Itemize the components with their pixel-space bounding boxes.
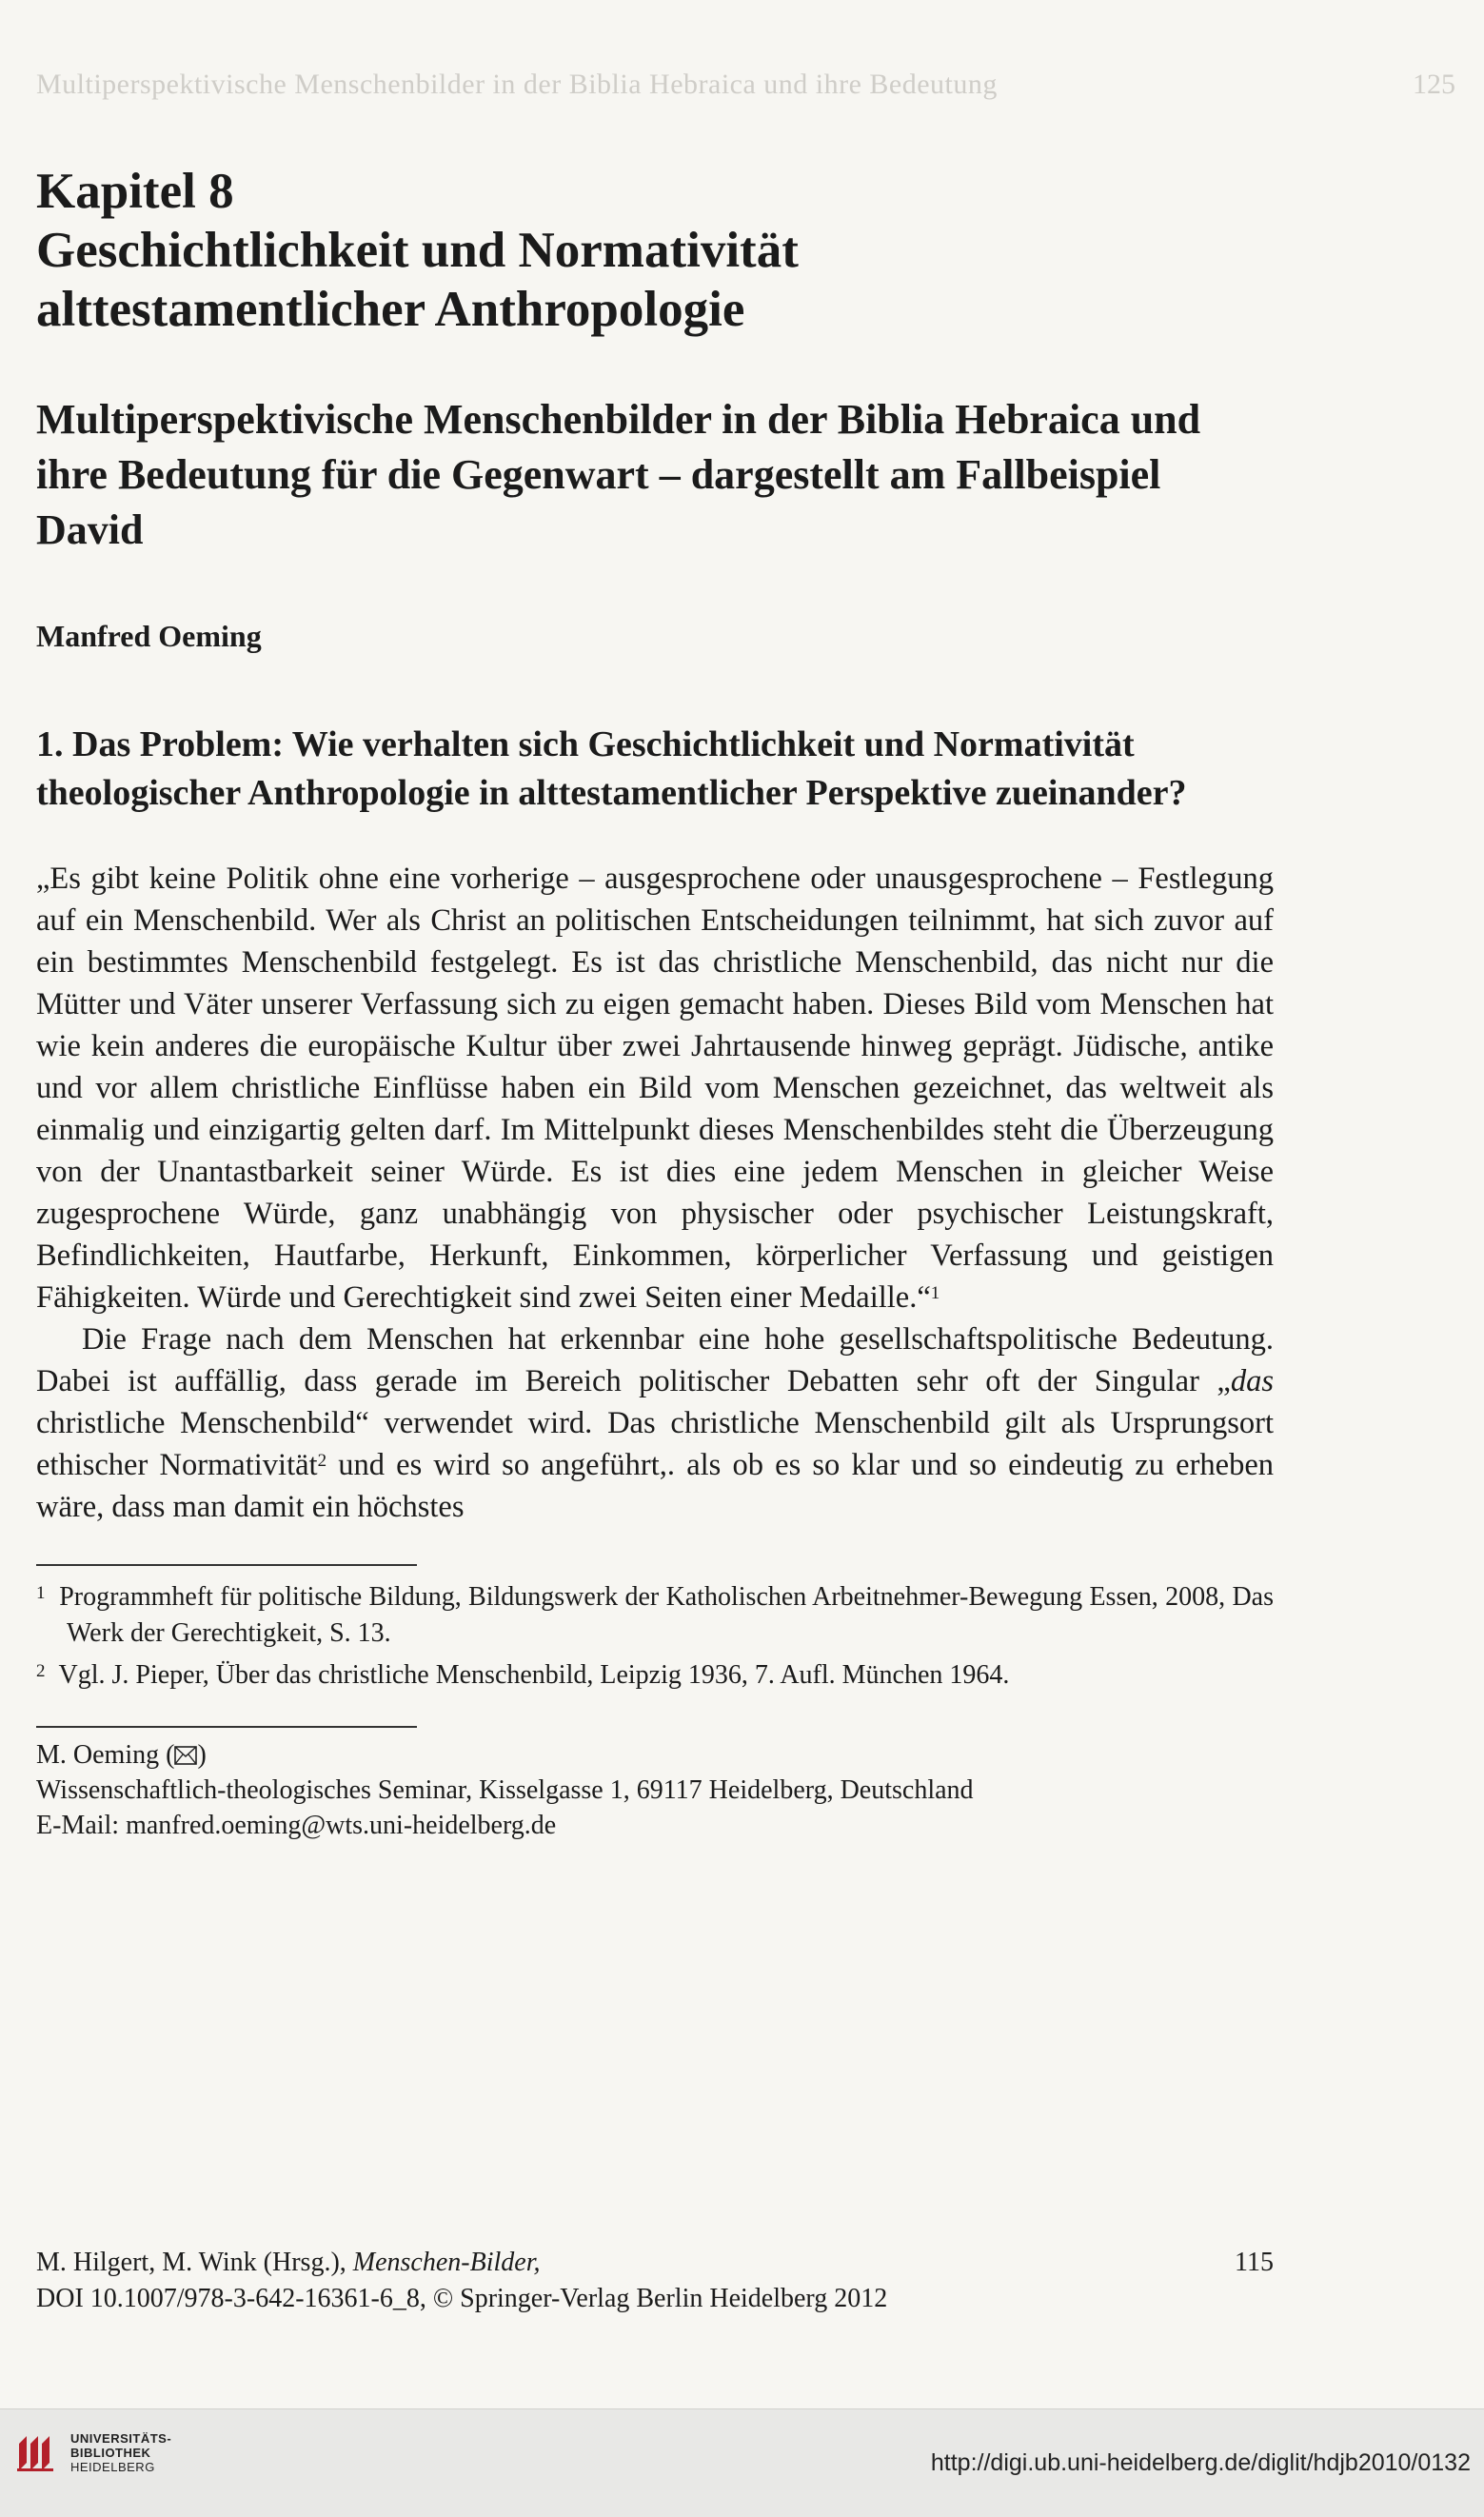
section-heading: 1. Das Problem: Wie verhalten sich Geschichtlichkeit und Normativität theologischer Anthropologie in alttestamentlicher Perspektive zueinander? (36, 724, 1187, 813)
affiliation-divider (36, 1726, 417, 1728)
footnote-divider (36, 1564, 417, 1566)
paragraph-2: Die Frage nach dem Menschen hat erkennbar eine hohe gesellschaftspolitische Bedeutung. Dabei ist auffällig, dass gerade im Bereich politischer Debatten sehr oft der Singular „das christliche Menschenbild“ verwendet wird. Das christliche Menschenbild gilt als Ursprungsort ethischer Normativität$^2$ und es wird so angeführt,. als ob es so klar und so eindeutig zu erheben wäre, dass man damit ein höchstes (36, 1322, 1274, 1524)
viewer-bar (0, 2408, 1484, 2517)
chapter-title: Geschichtlichkeit und Normativität alttestamentlicher Anthropologie (36, 223, 799, 337)
footnote-ref-1[interactable]: 1 (930, 1283, 940, 1303)
library-logo-icon (15, 2430, 59, 2474)
envelope-icon (174, 1746, 197, 1765)
bleed-through-page-number: 125 (1413, 69, 1455, 100)
page-footer (36, 2245, 1274, 2317)
institute-address: Wissenschaftlich-theologisches Seminar, Kisselgasse 1, 69117 Heidelberg, Deutschland (36, 1775, 974, 1805)
library-logo[interactable] (15, 2430, 171, 2474)
author-name: Manfred Oeming (36, 619, 262, 653)
doi-line: DOI 10.1007/978-3-642-16361-6_8, © Springer-Verlag Berlin Heidelberg 2012 (36, 2284, 888, 2313)
affiliation (36, 1737, 1274, 1843)
footnote-2: $^2$ Vgl. J. Pieper, Über das christliche Menschenbild, Leipzig 1936, 7. Aufl. München 1964. (36, 1660, 1010, 1690)
page-number: 115 (1235, 2248, 1274, 2277)
bleed-through-header: Multiperspektivische Menschenbilder in der Biblia Hebraica und ihre Bedeutung (36, 69, 998, 100)
author-contact: M. Oeming ( ) (36, 1740, 207, 1770)
book-citation: M. Hilgert, M. Wink (Hrsg.), Menschen-Bilder, (36, 2248, 541, 2277)
library-logo-text: UNIVERSITÄTS- BIBLIOTHEK HEIDELBERG (70, 2430, 172, 2474)
page-url[interactable]: http://digi.ub.uni-heidelberg.de/diglit/hdjb2010/0132 (930, 2449, 1471, 2476)
paragraph-quote: „Es gibt keine Politik ohne eine vorherige – ausgesprochene oder unausgesprochene – Festlegung auf ein Menschenbild. Wer als Christ an politischen Entscheidungen teilnimmt, hat sich zuvor auf ein bestimmtes Menschenbild festgelegt. Es ist das christliche Menschenbild, das nicht nur die Mütter und Väter unserer Verfassung sich zu eigen gemacht haben. Dieses Bild vom Menschen hat wie kein anderes die europäische Kultur über zwei Jahrtausende hinweg geprägt. Jüdische, antike und vor allem christliche Einflüsse haben ein Bild vom Menschen gezeichnet, das weltweit als einmalig und einzigartig gelten darf. Im Mittelpunkt dieses Menschenbildes steht die Überzeugung von der Unantastbarkeit seiner Würde. Es ist dies eine jedem Menschen in gleicher Weise zugesprochene Würde, ganz unabhängig von physischer oder psychischer Leistungskraft, Befindlichkeiten, Hautfarbe, Herkunft, Einkommen, körperlicher Verfassung und geistigen Fähigkeiten. Würde und Gerechtigkeit sind zwei Seiten einer Medaille.“$^1$ (36, 862, 1274, 1315)
emphasis-das: das (1230, 1364, 1274, 1398)
page-content (36, 162, 1274, 1843)
chapter-subtitle: Multiperspektivische Menschenbilder in der Biblia Hebraica und ihre Bedeutung für die Gegenwart – dargestellt am Fallbeispiel David (36, 396, 1201, 553)
book-title: Menschen-Bilder, (352, 2248, 541, 2277)
chapter-label: Kapitel 8 (36, 164, 234, 219)
footnotes (36, 1579, 1274, 1694)
body-text (36, 858, 1274, 1528)
email-address[interactable]: E-Mail: manfred.oeming@wts.uni-heidelberg.de (36, 1811, 557, 1840)
footnote-ref-2[interactable]: 2 (317, 1451, 327, 1471)
footnote-1: $^1$ Programmheft für politische Bildung, Bildungswerk der Katholischen Arbeitnehmer-Bewegung Essen, 2008, Das Werk der Gerechtigkeit, S. 13. (36, 1582, 1274, 1648)
